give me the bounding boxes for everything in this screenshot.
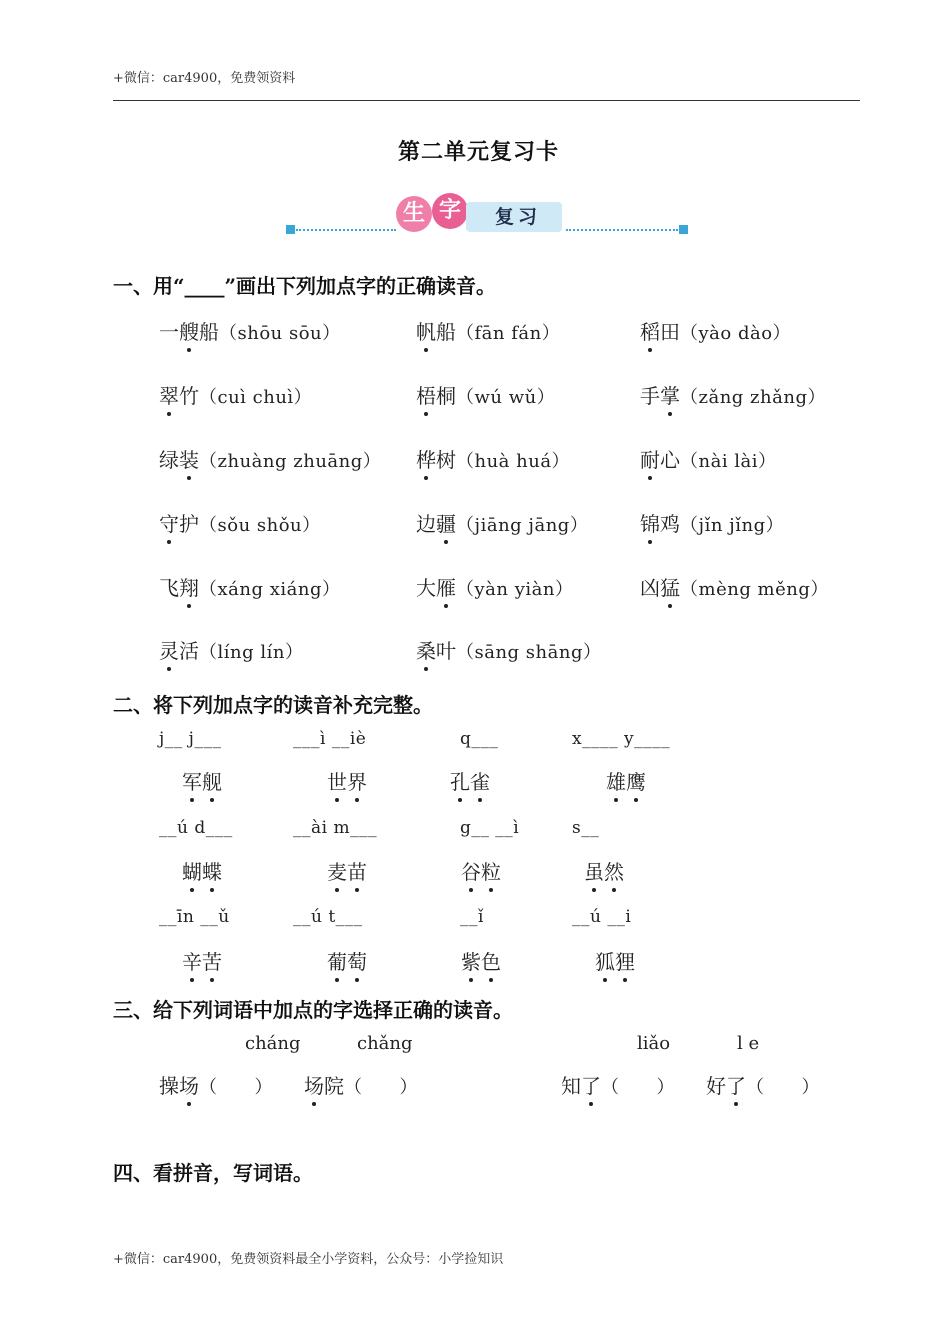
pinyin-choices: （fān fán） [456,323,561,344]
dotted-char: 鹰 [626,766,646,795]
pinyin-blank[interactable]: __ǐ [460,907,484,927]
word-item [416,444,570,473]
dotted-char: 苗 [347,856,367,885]
dotted-char: 了 [581,1070,601,1099]
dotted-char: 舰 [202,766,222,795]
word-item [640,444,777,473]
pinyin-choices: （wú wǔ） [456,387,556,408]
dotted-char: 掌 [660,380,680,409]
dotted-char: 萄 [347,946,367,975]
pinyin-choices: （sāng shāng） [456,642,602,663]
banner-right-line [566,229,678,231]
word-char: 心 [660,448,680,472]
section2-heading: 二、将下列加点字的读音补充完整。 [113,693,433,717]
pinyin-choices: （yào dào） [680,323,792,344]
word-item [416,508,588,537]
word-item [606,766,646,795]
dotted-char: 色 [481,946,501,975]
dotted-char: 装 [179,444,199,473]
pinyin-blank[interactable]: __ú __i [572,907,632,927]
header-note: +微信：car4900，免费领资料 [113,71,296,86]
answer-paren: （ ） [601,1077,675,1098]
pinyin-blank[interactable]: g__ __ì [460,818,520,838]
dotted-char: 了 [726,1070,746,1099]
banner-char-2: 字 [432,193,468,229]
dotted-char: 军 [182,766,202,795]
dotted-char: 苦 [202,946,222,975]
dotted-char: 狸 [615,946,635,975]
dotted-char: 耐 [640,444,660,473]
word-item [640,572,829,601]
word-item [416,316,560,345]
word-char: 手 [640,384,660,408]
option-pinyin: chǎng [357,1033,413,1054]
pinyin-choices: （sǒu shǒu） [199,515,321,536]
dotted-char: 谷 [461,856,481,885]
word-item [461,946,501,975]
word-char: 田 [660,320,680,344]
dotted-char: 粒 [481,856,501,885]
word-char: 院 [324,1074,344,1098]
dotted-char: 雄 [606,766,626,795]
dotted-char: 翠 [159,380,179,409]
dotted-char: 守 [159,508,179,537]
dotted-char: 界 [347,766,367,795]
dotted-char: 葡 [327,946,347,975]
word-item [327,856,367,885]
banner-label: 复习 [466,202,562,232]
pinyin-choices: （zhuàng zhuāng） [199,451,382,472]
word-item [159,508,321,537]
dotted-char: 场 [179,1070,199,1099]
banner-left-line [296,229,396,231]
pinyin-blank[interactable]: ___ì __iè [293,729,367,749]
answer-paren: （ ） [199,1077,273,1098]
pinyin-blank[interactable]: __ú d___ [159,818,233,838]
word-item [327,766,367,795]
word-item[interactable] [159,1070,273,1099]
section4-heading: 四、看拼音，写词语。 [113,1161,313,1185]
word-char: 鸡 [660,512,680,536]
dotted-char: 猛 [660,572,680,601]
word-item [416,635,601,664]
dotted-char: 艘 [179,316,199,345]
dotted-char: 帆 [416,316,436,345]
dotted-char: 锦 [640,508,660,537]
banner-char-1: 生 [396,196,432,232]
pinyin-choices: （zǎng zhǎng） [680,387,826,408]
word-item [640,316,791,345]
pinyin-choices: （shōu sōu） [219,323,341,344]
pinyin-choices: （líng lín） [199,642,304,663]
word-item [584,856,624,885]
dotted-char: 虽 [584,856,604,885]
dotted-char: 稻 [640,316,660,345]
word-item [159,635,303,664]
dotted-char: 狐 [595,946,615,975]
dotted-char: 灵 [159,635,179,664]
pinyin-blank[interactable]: j__ j___ [159,729,222,749]
pinyin-choices: （cuì chuì） [199,387,313,408]
dotted-char: 孔 [450,766,470,795]
pinyin-blank[interactable]: __ú t___ [293,907,363,927]
word-char: 竹 [179,384,199,408]
pinyin-blank[interactable]: s__ [572,818,600,838]
banner-left-square [286,225,295,234]
section1-heading: 一、用“____”画出下列加点字的正确读音。 [113,274,497,298]
dotted-char: 梧 [416,380,436,409]
pinyin-choices: （jiāng jāng） [456,515,589,536]
word-item [159,380,312,409]
dotted-char: 桑 [416,635,436,664]
word-item [327,946,367,975]
section3-heading: 三、给下列词语中加点的字选择正确的读音。 [113,998,513,1022]
word-char: 凶 [640,576,660,600]
word-item [640,380,826,409]
word-item [461,856,501,885]
pinyin-blank[interactable]: q___ [460,729,499,749]
word-char: 边 [416,512,436,536]
dotted-char: 紫 [461,946,481,975]
pinyin-blank[interactable]: __īn __ǔ [159,907,230,927]
answer-paren: （ ） [746,1077,820,1098]
dotted-char: 雁 [436,572,456,601]
pinyin-blank[interactable]: __ài m___ [293,818,378,838]
dotted-char: 雀 [470,766,490,795]
word-item[interactable] [561,1070,675,1099]
word-char: 操 [159,1074,179,1098]
dotted-char: 疆 [436,508,456,537]
dotted-char: 场 [304,1070,324,1099]
word-char: 船 [199,320,219,344]
word-item [159,444,381,473]
word-item [182,766,222,795]
dotted-char: 桦 [416,444,436,473]
pinyin-choices: （nài lài） [680,451,777,472]
word-char: 飞 [159,576,179,600]
word-item [159,572,340,601]
word-item [182,946,222,975]
word-item [595,946,635,975]
pinyin-choices: （xáng xiáng） [199,579,341,600]
word-char: 活 [179,639,199,663]
word-char: 大 [416,576,436,600]
word-item[interactable] [706,1070,820,1099]
dotted-char: 辛 [182,946,202,975]
answer-paren: （ ） [344,1077,418,1098]
dotted-char: 蝴 [182,856,202,885]
word-item[interactable] [304,1070,418,1099]
footer-note: +微信：car4900，免费领资料最全小学资料，公众号：小学捡知识 [113,1252,504,1267]
word-item [640,508,784,537]
dotted-char: 世 [327,766,347,795]
word-char: 知 [561,1074,581,1098]
page-title: 第二单元复习卡 [398,139,560,165]
pinyin-blank[interactable]: x____ y____ [572,729,671,749]
option-pinyin: liǎo [637,1033,671,1054]
option-pinyin: l e [737,1033,760,1054]
word-item [159,316,341,345]
word-item [450,766,490,795]
word-char: 树 [436,448,456,472]
word-char: 护 [179,512,199,536]
word-char: 桐 [436,384,456,408]
word-char: 一 [159,320,179,344]
banner-right-square [679,225,688,234]
word-char: 好 [706,1074,726,1098]
pinyin-choices: （mèng měng） [680,579,829,600]
header-divider [113,100,860,101]
pinyin-choices: （huà huá） [456,451,571,472]
word-item [416,572,573,601]
word-item [182,856,222,885]
word-char: 船 [436,320,456,344]
word-char: 绿 [159,448,179,472]
word-char: 叶 [436,639,456,663]
dotted-char: 蝶 [202,856,222,885]
dotted-char: 然 [604,856,624,885]
dotted-char: 麦 [327,856,347,885]
option-pinyin: cháng [245,1033,301,1054]
word-item [416,380,555,409]
dotted-char: 翔 [179,572,199,601]
pinyin-choices: （yàn yiàn） [456,579,574,600]
pinyin-choices: （jǐn jǐng） [680,515,785,536]
